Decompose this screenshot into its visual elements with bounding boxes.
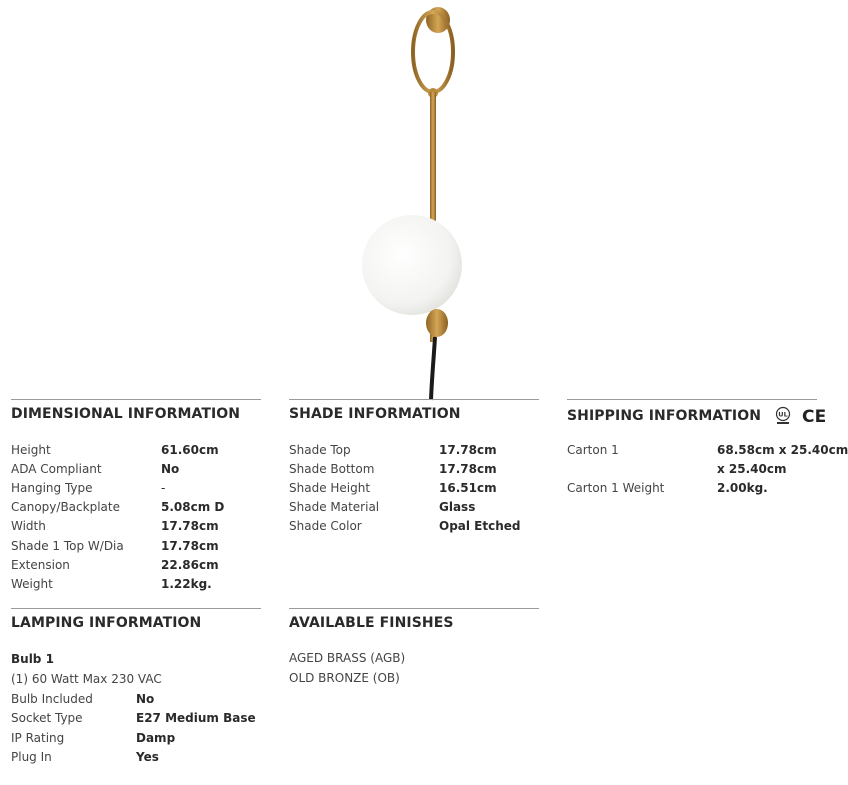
spec-label: Carton 1 Weight — [567, 481, 665, 495]
glass-globe — [362, 215, 462, 315]
power-cord — [431, 337, 435, 400]
spec-value: Opal Etched — [439, 519, 521, 533]
spec-value: No — [161, 462, 180, 476]
spec-label: Shade Color — [289, 519, 362, 533]
ul-listed-icon — [772, 406, 794, 426]
dimensional-section — [11, 399, 261, 600]
spec-label: ADA Compliant — [11, 462, 102, 476]
spec-value: 5.08cm D — [161, 500, 225, 514]
shipping-title-text: SHIPPING INFORMATION — [567, 408, 762, 424]
lamping-section — [11, 608, 261, 779]
finish-item: AGED BRASS (AGB) — [289, 651, 406, 665]
spec-label: Canopy/Backplate — [11, 500, 120, 514]
dimensional-title: DIMENSIONAL INFORMATION — [11, 406, 241, 422]
spec-value: 17.78cm — [161, 539, 219, 553]
shipping-section — [567, 399, 848, 520]
spec-value: 22.86cm — [161, 558, 219, 572]
spec-value: 16.51cm — [439, 481, 497, 495]
spec-value: Damp — [136, 731, 176, 745]
lamping-title: LAMPING INFORMATION — [11, 615, 202, 631]
product-image — [355, 0, 475, 400]
finishes-title: AVAILABLE FINISHES — [289, 615, 454, 631]
shade-title: SHADE INFORMATION — [289, 406, 461, 422]
ce-mark: CE — [802, 407, 827, 427]
spec-value: 1.22kg. — [161, 577, 212, 591]
spec-value: Glass — [439, 500, 476, 514]
spec-value: - — [161, 481, 166, 495]
spec-value: 68.58cm x 25.40cm — [717, 443, 848, 457]
spec-label: Socket Type — [11, 711, 83, 725]
shipping-title — [567, 400, 827, 427]
bulb-heading: Bulb 1 — [11, 652, 54, 666]
spec-label: Extension — [11, 558, 70, 572]
spec-label: Shade 1 Top W/Dia — [11, 539, 124, 553]
spec-label: Height — [11, 443, 51, 457]
spec-value: No — [136, 692, 155, 706]
spec-label: Hanging Type — [11, 481, 93, 495]
shade-section — [289, 399, 539, 550]
spec-value: x 25.40cm — [717, 462, 787, 476]
spec-label: Shade Material — [289, 500, 380, 514]
spec-label: Shade Bottom — [289, 462, 375, 476]
spec-label: IP Rating — [11, 731, 65, 745]
spec-label: Carton 1 — [567, 443, 619, 457]
spec-value: E27 Medium Base — [136, 711, 256, 725]
finishes-section — [289, 608, 539, 709]
ul-mark: UL — [778, 410, 788, 419]
spec-label: Width — [11, 519, 46, 533]
spec-value: Yes — [136, 750, 159, 764]
spec-label: Plug In — [11, 750, 52, 764]
ce-mark-icon — [801, 406, 827, 426]
spec-value: 2.00kg. — [717, 481, 768, 495]
spec-label: Shade Top — [289, 443, 351, 457]
spec-value: 17.78cm — [161, 519, 219, 533]
spec-label: Weight — [11, 577, 53, 591]
spec-label: Shade Height — [289, 481, 371, 495]
bulb-description: (1) 60 Watt Max 230 VAC — [11, 672, 162, 686]
spec-label: Bulb Included — [11, 692, 93, 706]
spec-value: 61.60cm — [161, 443, 219, 457]
finish-item: OLD BRONZE (OB) — [289, 671, 400, 685]
canopy-bottom — [426, 309, 448, 337]
spec-value: 17.78cm — [439, 443, 497, 457]
spec-value: 17.78cm — [439, 462, 497, 476]
